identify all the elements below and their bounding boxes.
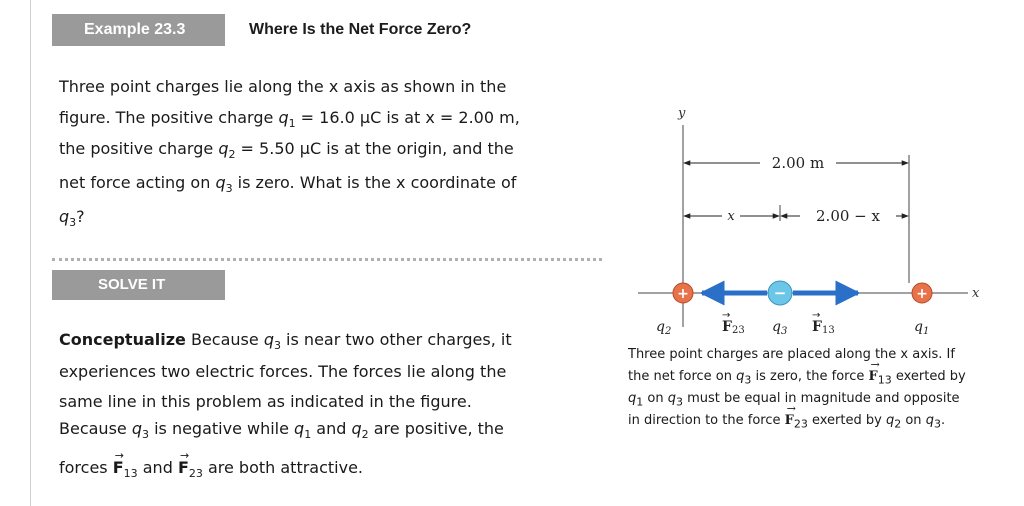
caption-line-2: the net force on $q_3$ is zero, the force → $F_{13}$ exerted by xyxy=(628,366,1008,388)
problem-statement xyxy=(59,70,599,234)
charge-q3-sign: − xyxy=(773,284,787,302)
example-number-tag: Example 23.3 xyxy=(52,14,225,46)
caption-line-3: $q_1$ on $q_3$ must be equal in magnitude and opposite xyxy=(628,391,960,409)
charge-q2-sign: + xyxy=(677,286,689,302)
x-axis-label: x xyxy=(972,286,980,301)
y-axis-label: y xyxy=(678,106,686,121)
charges-figure xyxy=(600,95,1000,340)
concept-line-2: experiences two electric forces. The forces lie along the xyxy=(59,362,507,381)
dim-total-label: 2.00 m xyxy=(771,154,825,172)
dim-rest-label: 2.00 − x xyxy=(816,207,880,225)
conceptualize-heading: Conceptualize xyxy=(59,330,186,349)
concept-line-5: forces → $F_{13}$ and → $F_{23}$ are both attractive. xyxy=(59,452,599,484)
left-margin-rule xyxy=(30,0,31,506)
problem-line-4: net force acting on $q_3$ is zero. What is the x coordinate of xyxy=(59,173,517,196)
problem-line-2: figure. The positive charge $q_1 = 16.0$ μC is at x = 2.00 m, xyxy=(59,108,520,131)
caption-line-4: in direction to the force → $F_{23}$ exerted by $q_2$ on $q_3$. xyxy=(628,410,1008,432)
charge-q1-sign: + xyxy=(916,286,928,302)
label-q3: $q_3$ xyxy=(772,319,788,337)
concept-line-4: Because $q_3$ is negative while $q_1$ and $q_2$ are positive, the xyxy=(59,419,504,442)
solve-it-tag: SOLVE IT xyxy=(52,270,225,300)
caption-line-1: Three point charges are placed along the x axis. If xyxy=(628,347,955,362)
figure-caption xyxy=(628,344,1008,432)
label-f13-vector-arrow: → xyxy=(812,310,821,321)
concept-line-3: same line in this problem as indicated in the figure. xyxy=(59,392,472,411)
concept-line-1: Conceptualize Because $q_3$ is near two other charges, it xyxy=(59,330,512,353)
problem-line-1: Three point charges lie along the x axis as shown in the xyxy=(59,77,507,96)
label-q1: $q_1$ xyxy=(914,319,930,337)
label-f23-vector-arrow: → xyxy=(722,310,731,321)
example-title: Where Is the Net Force Zero? xyxy=(249,21,472,38)
problem-line-5: $q_3$? xyxy=(59,207,85,230)
section-divider xyxy=(52,258,602,261)
conceptualize-paragraph xyxy=(59,324,599,484)
label-f23: F23 xyxy=(722,319,745,336)
problem-line-3: the positive charge $q_2 = 5.50$ μC is at the origin, and the xyxy=(59,139,514,162)
label-q2: $q_2$ xyxy=(656,319,672,337)
label-f13: F13 xyxy=(812,319,835,336)
dim-x-label: x xyxy=(727,209,735,224)
